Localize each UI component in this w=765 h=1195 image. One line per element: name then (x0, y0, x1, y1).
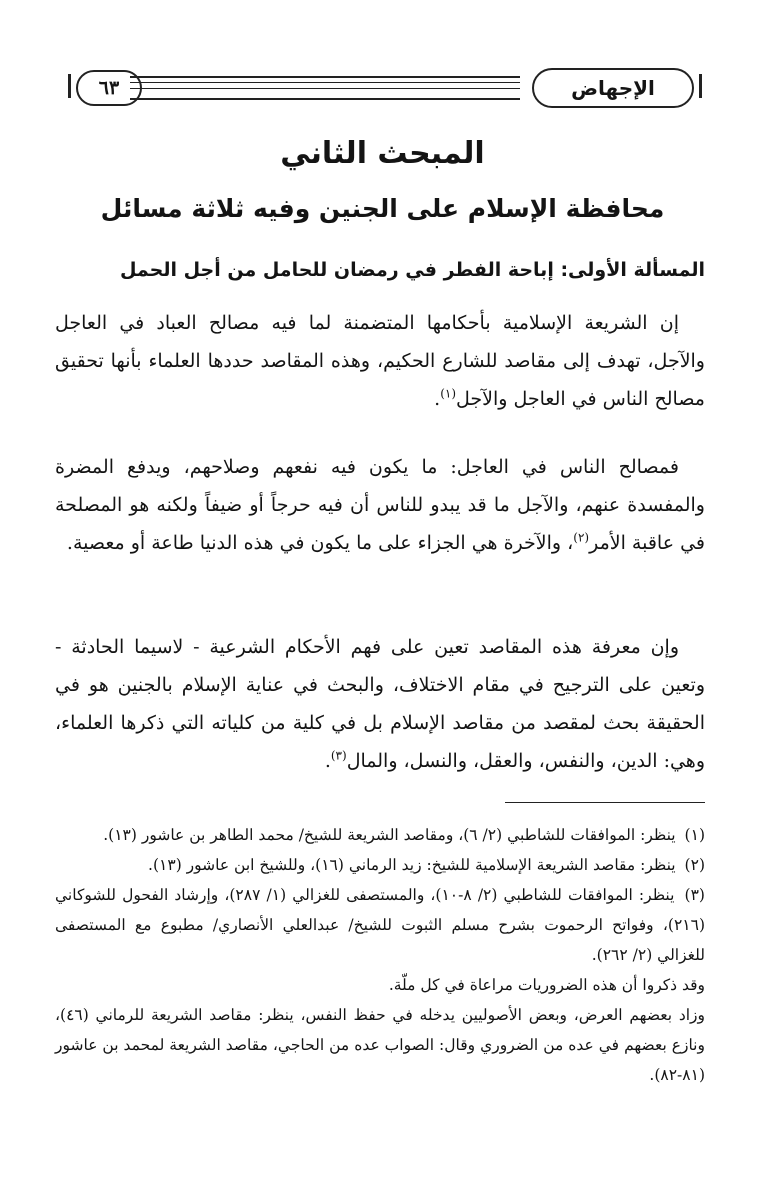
paragraph-2-text-a: فمصالح الناس في العاجل: ما يكون فيه نفعهم وصلاحهم، ويدفع المضرة والمفسدة عنهم، والآجل ما قد يبدو للناس أن فيه حرجاً أو ضيفاً ولكنه هو المصلحة في عاقبة الأمر (55, 456, 705, 554)
section-subheading: محافظة الإسلام على الجنين وفيه ثلاثة مسائل (100, 194, 665, 223)
footnote-2-text: ينظر: مقاصد الشريعة الإسلامية للشيخ: زيد الرماني (١٦)، وللشيخ ابن عاشور (١٣). (148, 856, 676, 874)
footnote-ref-1: (١) (440, 386, 457, 401)
paragraph-1-text: إن الشريعة الإسلامية بأحكامها المتضمنة لما فيه مصالح العباد في العاجل والآجل، تهدف إلى مقاصد للشارع الحكيم، وهذه المقاصد حددها العلماء بأنها تحقيق مصالح الناس في العاجل والآجل (55, 312, 705, 410)
running-header (68, 66, 702, 114)
paragraph-1-end: . (434, 388, 441, 410)
paragraph-3-end: . (324, 750, 331, 772)
footnote-3-number: (٣) (684, 886, 705, 904)
footnote-3-continuation-1: وقد ذكروا أن هذه الضروريات مراعاة في كل ملّة. (388, 976, 705, 994)
footnote-3-text: ينظر: الموافقات للشاطبي (٢/ ٨-١٠)، والمستصفى للغزالي (١/ ٢٨٧)، وإرشاد الفحول للشوكاني (٢١٦)، وفواتح الرحموت بشرح مسلم الثبوت للشيخ/ عبدالعلي الأنصاري/ مطبوع مع المستصفى للغزالي (٢/ ٢٦٢). (55, 886, 705, 964)
header-rules (130, 76, 520, 100)
footnote-3-continuation-2: وزاد بعضهم العرض، وبعض الأصوليين يدخله في حفظ النفس، ينظر: مقاصد الشريعة للرماني (٤٦)، ونازع بعضهم في عده من الضروري وقال: الصواب عده من الحاجي، مقاصد الشريعة لمحمد بن عاشور (٨١-٨٢). (55, 1006, 705, 1084)
footnote-2 (55, 850, 705, 880)
footnote-2-number: (٢) (684, 856, 705, 874)
footnote-separator (505, 802, 705, 803)
paragraph-3-text: وإن معرفة هذه المقاصد تعين على فهم الأحكام الشرعية - لاسيما الحادثة - وتعين على الترجيح في مقام الاختلاف، والبحث في عناية الإسلام بالجنين هو في الحقيقة بحث لمقصد من مقاصد الإسلام بل في كلية من كلياته التي ذكرها العلماء، وهي: الدين، والنفس، والعقل، والنسل، والمال (55, 636, 705, 772)
header-ornament-right (693, 74, 702, 98)
footnote-1 (55, 820, 705, 850)
footnotes (55, 820, 705, 1090)
page-number: ٦٣ (98, 77, 120, 99)
chapter-title: الإجهاض (571, 76, 655, 100)
chapter-title-frame (532, 68, 694, 108)
footnote-ref-2: (٢) (573, 530, 590, 545)
paragraph-2-text-b: ، والآخرة هي الجزاء على ما يكون في هذه الدنيا طاعة أو معصية. (66, 532, 574, 554)
paragraph-2 (55, 448, 705, 562)
paragraph-1 (55, 304, 705, 418)
issue-heading: المسألة الأولى: إباحة الفطر في رمضان للحامل من أجل الحمل (119, 259, 705, 281)
footnote-ref-3: (٣) (330, 748, 347, 763)
section-heading: المبحث الثاني (280, 136, 485, 171)
footnote-1-text: ينظر: الموافقات للشاطبي (٢/ ٦)، ومقاصد الشريعة للشيخ/ محمد الطاهر بن عاشور (١٣). (103, 826, 676, 844)
paragraph-3 (55, 628, 705, 780)
footnote-1-number: (١) (684, 826, 705, 844)
footnote-3 (55, 880, 705, 970)
